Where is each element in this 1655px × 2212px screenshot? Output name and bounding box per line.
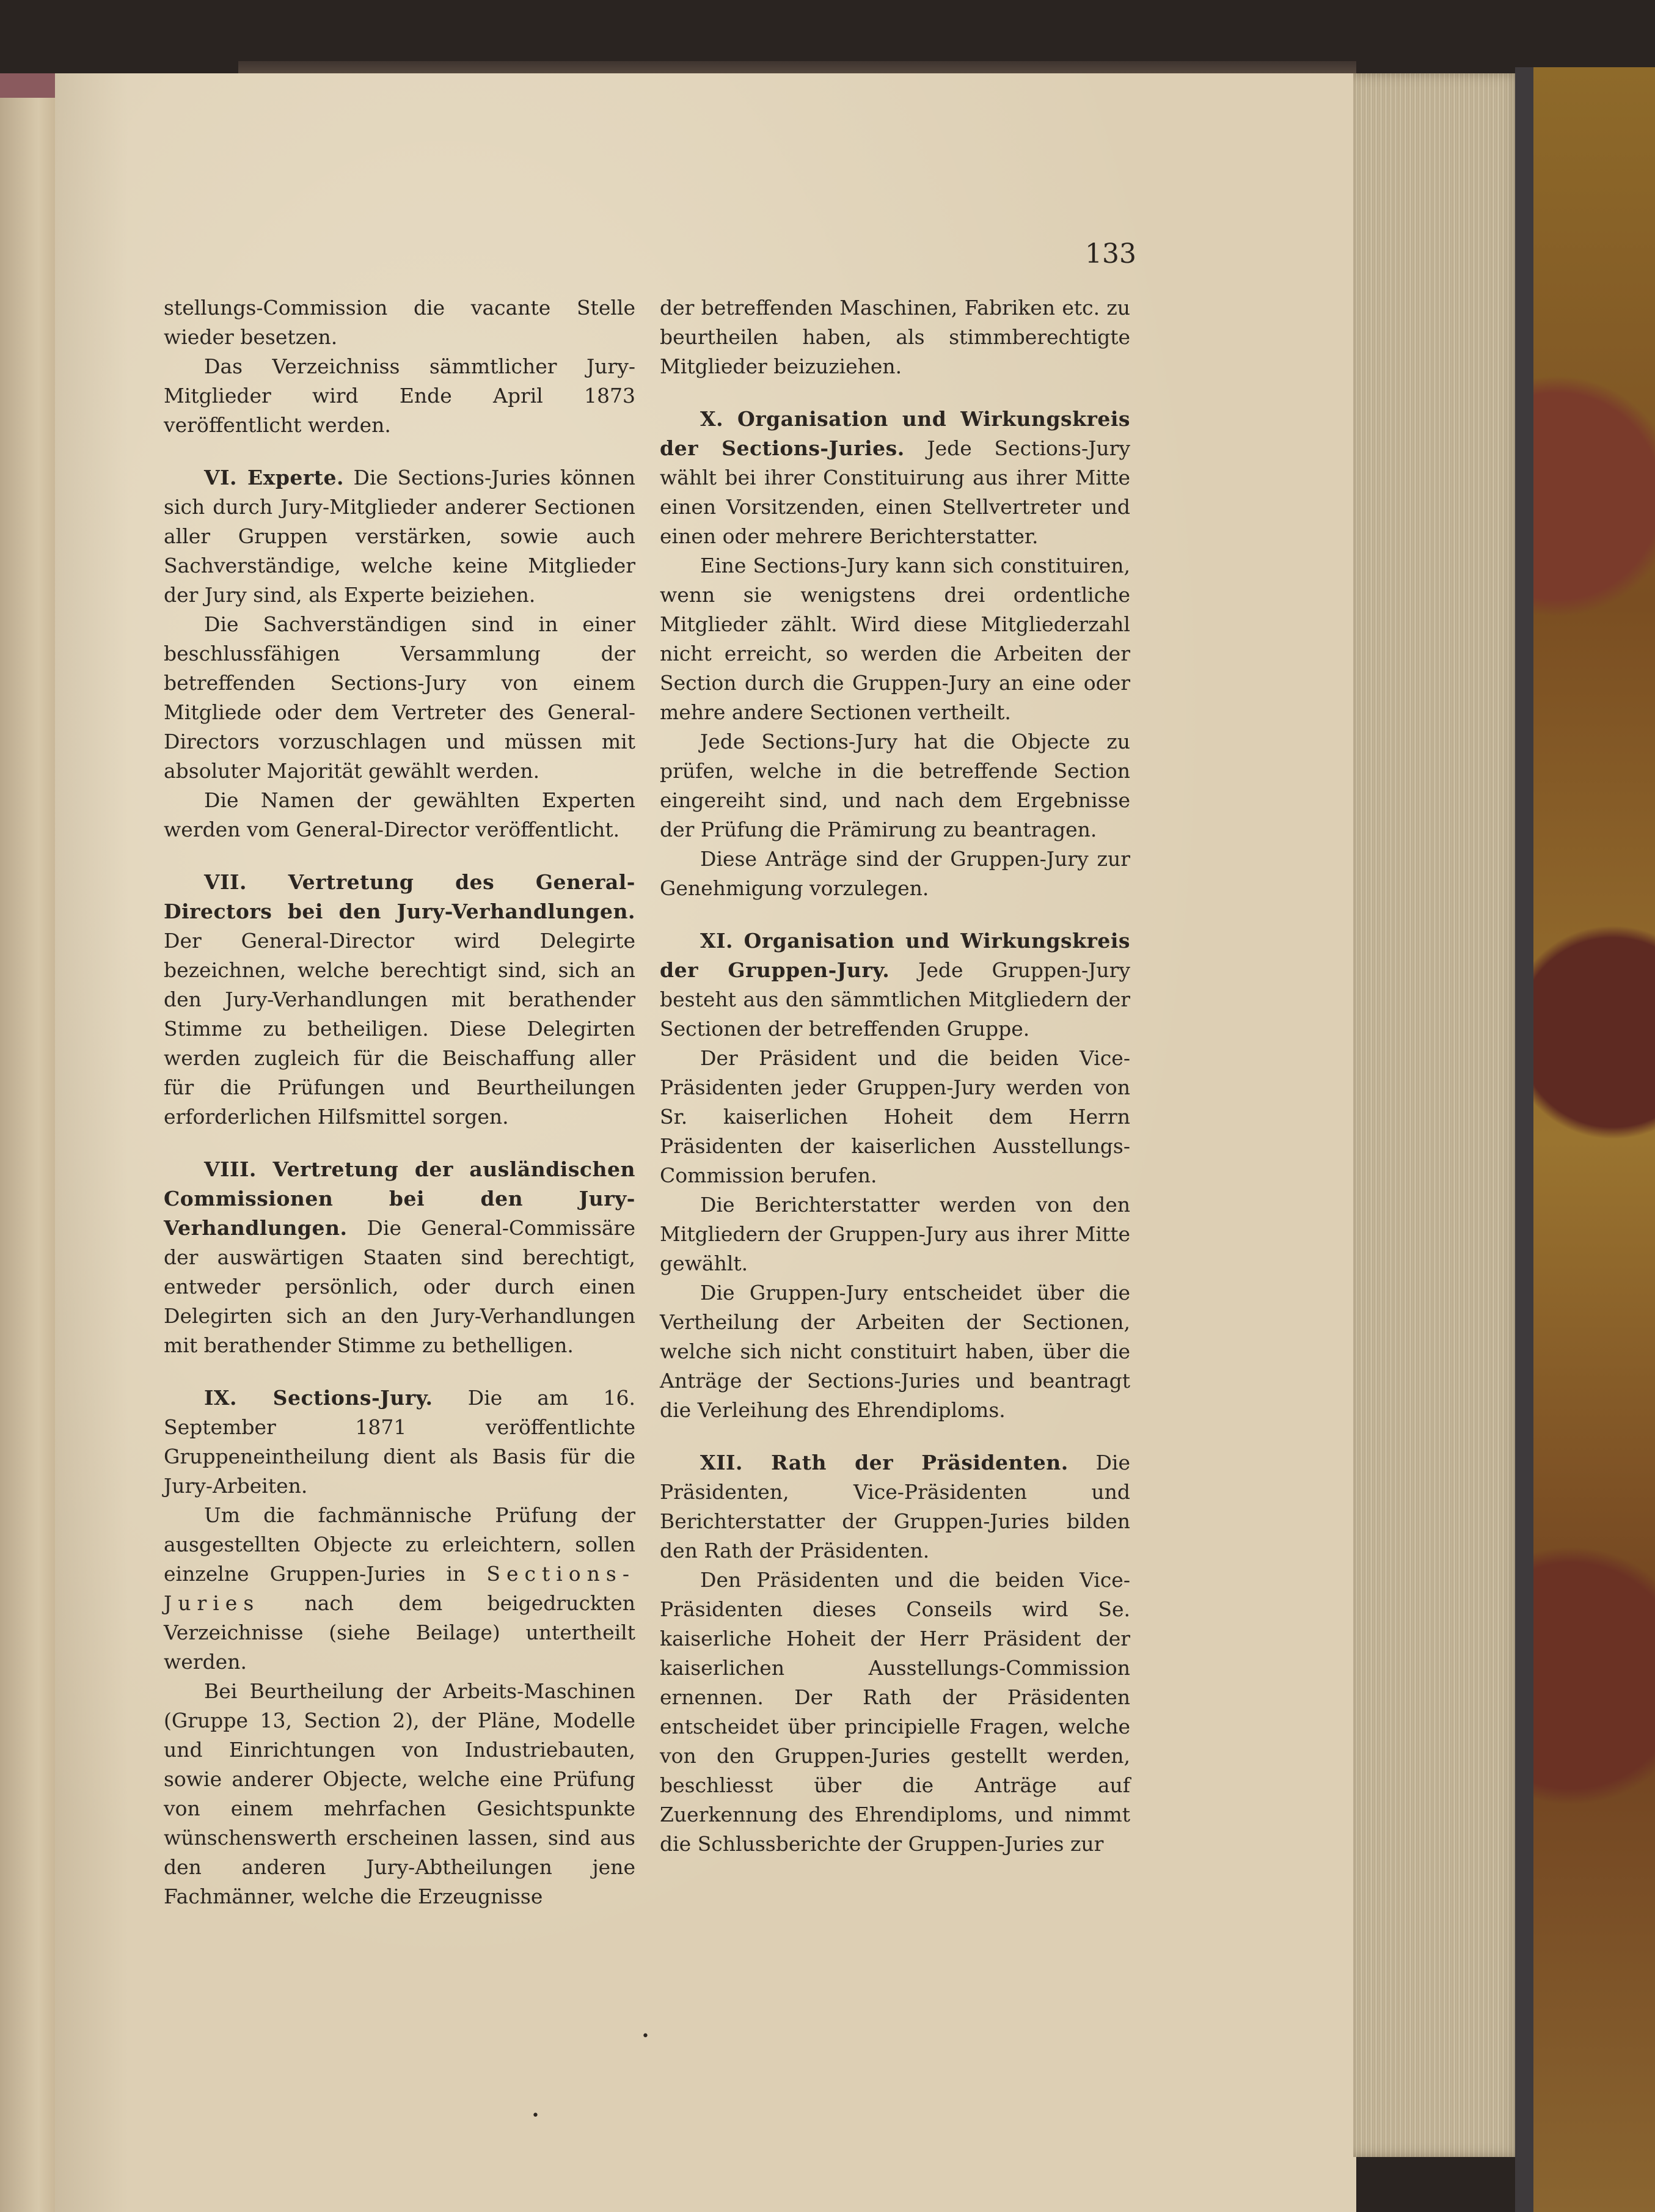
section-text: Die Sections-Juries können sich durch Jury-Mitglieder anderer Sectionen aller Gruppen verstärken, sowie auch Sachverständige, welche keine Mitglieder der Jury sind, als Experte beiziehen. (164, 466, 635, 607)
cover-spine (1515, 67, 1533, 2212)
section-heading: VIII. Vertretung der ausländischen Commissionen bei den Jury-Verhandlungen. (164, 1157, 635, 1240)
page-fore-edge (1353, 73, 1521, 2157)
paragraph: stellungs-Commission die vacante Stelle wieder besetzen. (164, 296, 635, 349)
spaced-term: Sections-Juries (164, 1562, 635, 1615)
ink-speck: • (532, 2108, 539, 2123)
section-text: Der General-Director wird Delegirte bezeichnen, welche berechtigt sind, sich an den Jury-Verhandlungen mit berathender Stimme zu betheiligen. Diese Delegirten werden zugleich für die Beischaffung aller für die Prüfungen und Beurtheilungen erforderlichen Hilfsmittel sorgen. (164, 929, 635, 1129)
section-heading: IX. Sections-Jury. (204, 1386, 433, 1410)
section-text: Die General-Commissäre der auswärtigen Staaten sind berechtigt, entweder persönlich, oder durch einen Delegirten sich an den Jury-Verhandlungen mit berathender Stimme zu bethelligen. (164, 1216, 635, 1357)
left-facing-page (0, 92, 55, 2212)
paragraph: Diese Anträge sind der Gruppen-Jury zur Genehmigung vorzulegen. (660, 847, 1130, 900)
section-heading: X. Organisation und Wirkungskreis der Sections-Juries. (660, 407, 1130, 460)
section-vii (164, 868, 635, 1132)
left-binding-cloth (0, 73, 61, 98)
paragraph: Jede Sections-Jury hat die Objecte zu prüfen, welche in die betreffende Section eingereiht sind, und nach dem Ergebnisse der Prüfung die Prämirung zu beantragen. (660, 730, 1130, 841)
paragraph: Die Namen der gewählten Experten werden vom General-Director veröffentlicht. (164, 788, 635, 841)
paragraph: Eine Sections-Jury kann sich constituiren, wenn sie wenigstens drei ordentliche Mitglieder zählt. Wird diese Mitgliederzahl nicht erreicht, so werden die Arbeiten der Section durch die Gruppen-Jury an eine oder mehre andere Sectionen vertheilt. (660, 554, 1130, 724)
marbled-cover (1515, 67, 1655, 2212)
paragraph: Den Präsidenten und die beiden Vice-Präsidenten dieses Conseils wird Se. kaiserliche Hoheit der Herr Präsident der kaiserlichen Ausstellungs-Commission ernennen. Der Rath der Präsidenten entscheidet über principielle Fragen, welche von den Gruppen-Juries gestellt werden, beschliesst über die Anträge auf Zuerkennung des Ehrendiploms, und nimmt die Schlussberichte der Gruppen-Juries zur (660, 1568, 1130, 1856)
paragraph: Bei Beurtheilung der Arbeits-Maschinen (Gruppe 13, Section 2), der Pläne, Modelle und Einrichtungen von Industriebauten, sowie anderer Objecte, welche eine Prüfung von einem mehrfachen Gesichtspunkte wünschenswerth erscheinen lassen, sind aus den anderen Jury-Abtheilungen jene Fachmänner, welche die Erzeugnisse (164, 1679, 635, 1908)
section-text: Die am 16. September 1871 veröffentlichte Gruppeneintheilung dient als Basis für die Jury-Arbeiten. (164, 1386, 635, 1498)
page-number: 133 (1085, 238, 1136, 269)
section-ix (164, 1383, 635, 1501)
section-heading: VII. Vertretung des General-Directors bei den Jury-Verhandlungen. (164, 870, 635, 923)
paragraph: Die Gruppen-Jury entscheidet über die Vertheilung der Arbeiten der Sectionen, welche sich nicht constituirt haben, über die Anträge der Sections-Juries und beantragt die Verleihung des Ehrendiploms. (660, 1281, 1130, 1422)
text-run: nach dem beigedruckten Verzeichnisse (siehe Beilage) untertheilt werden. (164, 1591, 635, 1674)
section-x (660, 405, 1130, 551)
right-column (660, 293, 1130, 1859)
section-heading: XI. Organisation und Wirkungskreis der Gruppen-Jury. (660, 929, 1130, 982)
paragraph: Die Berichterstatter werden von den Mitgliedern der Gruppen-Jury aus ihrer Mitte gewählt. (660, 1193, 1130, 1275)
text-run: Um die fachmännische Prüfung der ausgestellten Objecte zu erleichtern, sollen einzelne Gruppen-Juries in (164, 1503, 635, 1586)
paragraph: Der Präsident und die beiden Vice-Präsidenten jeder Gruppen-Jury werden von Sr. kaiserlichen Hoheit dem Herrn Präsidenten der kaiserlichen Ausstellungs-Commission berufen. (660, 1046, 1130, 1187)
paragraph: der betreffenden Maschinen, Fabriken etc. zu beurtheilen haben, als stimmberechtigte Mitglieder beizuziehen. (660, 296, 1130, 378)
left-column (164, 293, 635, 1911)
paragraph: Das Verzeichniss sämmtlicher Jury-Mitglieder wird Ende April 1873 veröffentlicht werden. (164, 354, 635, 437)
section-xi (660, 926, 1130, 1044)
section-vi (164, 463, 635, 610)
section-text: Jede Gruppen-Jury besteht aus den sämmtlichen Mitgliedern der Sectionen der betreffenden Gruppe. (660, 958, 1130, 1041)
section-xii (660, 1448, 1130, 1566)
paragraph: Die Sachverständigen sind in einer beschlussfähigen Versammlung der betreffenden Sections-Jury von einem Mitgliede oder dem Vertreter des General-Directors vorzuschlagen und müssen mit absoluter Majorität gewählt werden. (164, 612, 635, 783)
ink-speck: • (641, 2029, 649, 2044)
section-text: Jede Sections-Jury wählt bei ihrer Constituirung aus ihrer Mitte einen Vorsitzenden, einen Stellvertreter und einen oder mehrere Berichterstatter. (660, 436, 1130, 548)
section-heading: VI. Experte. (204, 466, 344, 489)
section-text: Die Präsidenten, Vice-Präsidenten und Berichterstatter der Gruppen-Juries bilden den Rath der Präsidenten. (660, 1451, 1130, 1562)
section-viii (164, 1155, 635, 1360)
section-heading: XII. Rath der Präsidenten. (700, 1451, 1069, 1474)
paragraph (164, 1501, 635, 1677)
